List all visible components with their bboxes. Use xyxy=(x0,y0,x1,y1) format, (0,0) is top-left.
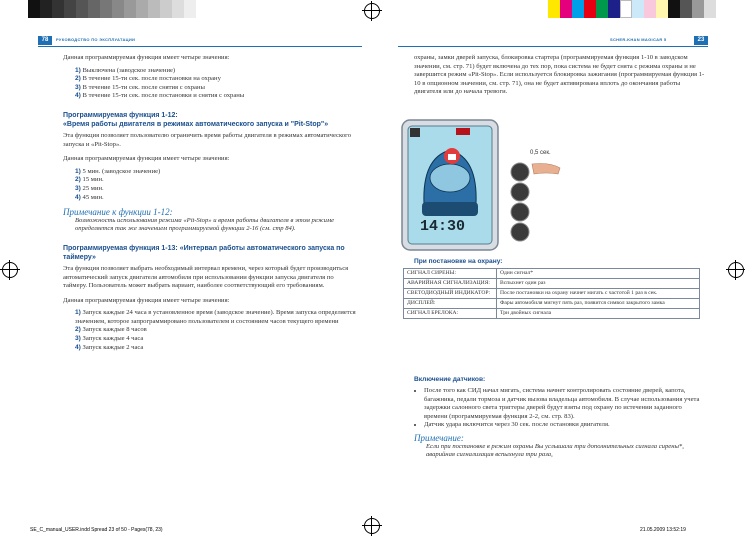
list-item: 2) 15 мин. xyxy=(75,176,104,184)
registration-mark-right xyxy=(728,262,744,278)
footer-timestamp: 21.05.2009 13:52:19 xyxy=(640,527,686,533)
right-header-rule xyxy=(398,46,708,47)
function-1-13-description: Эта функция позволяет выбрать необходимый интервал времени, через который будет производиться автоматический запуск двигателя автомобиля при использовании функции запуска двигателя по таймеру. Пользователь может выбрать вариант, наиболее соответствующий его требованиям. xyxy=(63,264,349,290)
table-row: АВАРИЙНАЯ СИГНАЛИЗАЦИЯ: Вспыхнет один раз xyxy=(404,279,700,289)
values-list-2 xyxy=(75,168,358,202)
list-item: • После того как СИД начал мигать, система начнет контролировать состояние дверей, капота, багажника, педали тормоза и датчик вызова владельца автомобиля. В случае использования учета задержки салонного света триггеры дверей будут взяты под охрану по истечении заданного времени (программируемая функция 2-2, см. стр. 83). xyxy=(424,387,704,421)
display-clock: 14:30 xyxy=(420,218,466,235)
right-page-number: 23 xyxy=(694,36,708,45)
list-item: 4) В течение 15-ти сек. после постановки и снятия с охраны xyxy=(75,92,245,100)
function-1-12-description: Эта функция позволяет пользователю ограничить время работы двигателя в режимах автоматического запуска и «Pit-Stop». xyxy=(63,131,351,148)
values-list-3 xyxy=(75,309,358,352)
table-row: ДИСПЛЕЙ: Фары автомобиля мигнут пять раз, появится символ закрытого замка xyxy=(404,299,700,309)
footer-file-info: SE_C_manual_USER.indd Spread 23 of 50 - Pages(78, 23) xyxy=(30,527,163,533)
list-item: • Датчик удара включится через 30 сек. после остановки двигателя. xyxy=(424,421,704,430)
note-title: Примечание к функции 1-12: xyxy=(63,207,173,218)
arming-title: При постановке на охрану: xyxy=(414,258,503,265)
list-item: 1) Выключена (заводское значение) xyxy=(75,66,176,74)
note-text: Если при постановке в режим охраны Вы услышали три дополнительных сигнала сирены*, аварийная сигнализация вспыхнула три раза, xyxy=(426,442,684,459)
left-column xyxy=(63,54,358,352)
arming-signals-table xyxy=(403,268,700,319)
right-bottom-section xyxy=(414,375,704,460)
list-item: 1) 5 мин. (заводское значение) xyxy=(75,167,161,175)
intro-text: Данная программируемая функция имеет четыре значения: xyxy=(63,54,230,61)
list-item: 3) Запуск каждые 4 часа xyxy=(75,335,144,343)
values-list-1 xyxy=(75,67,358,101)
sensors-list xyxy=(414,387,704,430)
note-title: Примечание: xyxy=(414,432,464,443)
left-page-number: 78 xyxy=(38,36,52,45)
list-item: 1) Запуск каждые 24 часа в установленное время (заводское значение). Время запуска определяется значением, которое запрограммировано пользователем и состоянием часов текущего времени xyxy=(75,309,356,325)
grayscale-bar xyxy=(28,0,196,18)
right-top-text: охраны, замки дверей запуска, блокировка стартера (программируемая функция 1-10 в заводском значении, см. стр. 71) будет включена до тех пор, пока система не будет снята с режима охраны и не завершится режим «Pit-Stop». Если используется блокировка зажигания (программируемая функция 1-10 в опционном значении, см. стр. 71), она не будет активирована вплоть до окончания работы двигателя или до начала тревоги. xyxy=(414,54,705,96)
function-1-13-title: Программируемая функция 1-13: «Интервал работы автоматического запуска по таймеру» xyxy=(63,244,345,261)
list-item: 4) 45 мин. xyxy=(75,193,104,201)
function-1-12-subtitle: «Время работы двигателя в режимах автоматического запуска и "Pit-Stop"» xyxy=(63,120,329,128)
list-item: 2) Запуск каждые 8 часов xyxy=(75,326,147,334)
function-1-12-title: Программируемая функция 1-12: xyxy=(63,111,178,119)
press-duration-label: 0,5 сек. xyxy=(530,150,551,156)
note-text: Возможность использования режима «Pit-Stop» и время работы двигателя в этом режиме определяется так же значением программируемой функции 2-16 (см. стр 84). xyxy=(75,216,335,233)
list-item: 3) 25 мин. xyxy=(75,184,104,192)
list-item: 3) В течение 15-ти сек. после снятия с охраны xyxy=(75,83,205,91)
registration-mark-left xyxy=(2,262,18,278)
registration-mark-top xyxy=(364,3,380,19)
table-row: СИГНАЛ БРЕЛОКА: Три двойных сигнала xyxy=(404,309,700,319)
intro-text: Данная программируемая функция имеет четыре значения: xyxy=(63,155,230,163)
left-running-title: РУКОВОДСТВО ПО ЭКСПЛУАТАЦИИ xyxy=(56,37,136,42)
right-running-title: SCHER-KHAN MAGICAR 5 xyxy=(610,37,667,42)
intro-text: Данная программируемая функция имеет четыре значения: xyxy=(63,296,230,304)
remote-buttons-illustration xyxy=(506,160,568,248)
list-item: 2) В течение 15-ти сек. после постановки на охрану xyxy=(75,75,221,83)
table-row: СИГНАЛ СИРЕНЫ: Один сигнал* xyxy=(404,269,700,279)
list-item: 4) Запуск каждые 2 часа xyxy=(75,343,144,351)
table-row: СВЕТОДИОДНЫЙ ИНДИКАТОР: После постановки на охрану начнет мигать с частотой 1 раз в сек. xyxy=(404,289,700,299)
registration-mark-bottom xyxy=(364,518,380,534)
sensors-title: Включение датчиков: xyxy=(414,376,486,383)
left-header-rule xyxy=(38,46,362,47)
color-bar xyxy=(548,0,716,18)
